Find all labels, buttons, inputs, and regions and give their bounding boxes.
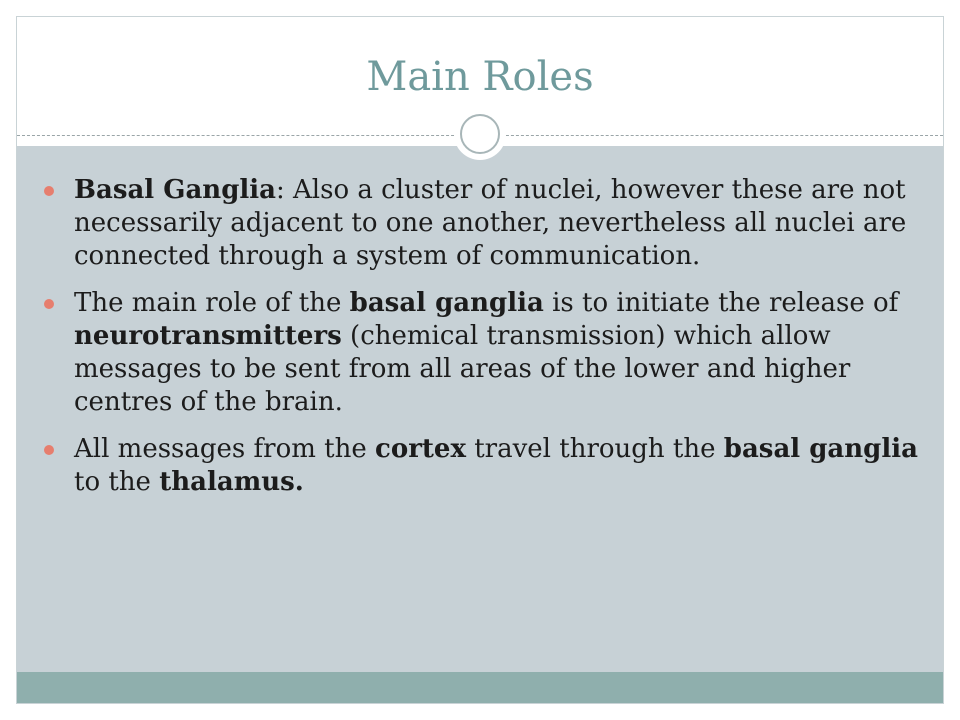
text-segment: : Also a cluster of nuclei, however these are not necessarily adjacent to one another, nevertheless all nuclei are connected through a system of communication. <box>74 175 907 271</box>
text-segment: is to initiate the release of <box>543 288 899 318</box>
bold-term: thalamus. <box>159 467 304 497</box>
bullet-dot-icon <box>44 299 54 309</box>
bullet-text <box>74 175 906 271</box>
bullet-item <box>44 174 924 273</box>
text-segment: to the <box>74 467 160 497</box>
bullet-dot-icon <box>44 445 54 455</box>
bullet-item <box>44 433 924 499</box>
footer-bar <box>17 672 943 703</box>
bold-term: Basal Ganglia <box>74 175 276 205</box>
slide <box>16 16 944 704</box>
text-segment: travel through the <box>465 434 724 464</box>
text-segment: All messages from the <box>74 434 376 464</box>
bold-term: neurotransmitters <box>74 321 342 351</box>
circle-ring <box>460 114 500 154</box>
content-area <box>17 146 943 672</box>
bullet-dot-icon <box>44 186 54 196</box>
bullet-text <box>74 288 898 417</box>
bold-term: cortex <box>375 434 466 464</box>
circle-ornament-icon <box>454 108 506 160</box>
bold-term: basal ganglia <box>349 288 544 318</box>
text-segment: (chemical transmission) which allow messages to be sent from all areas of the lower and higher centres of the brain. <box>74 321 851 417</box>
bullet-list <box>44 174 924 513</box>
text-segment: The main role of the <box>74 288 350 318</box>
bullet-text <box>74 434 918 497</box>
bullet-item <box>44 287 924 419</box>
slide-title: Main Roles <box>366 54 594 100</box>
bold-term: basal ganglia <box>723 434 918 464</box>
